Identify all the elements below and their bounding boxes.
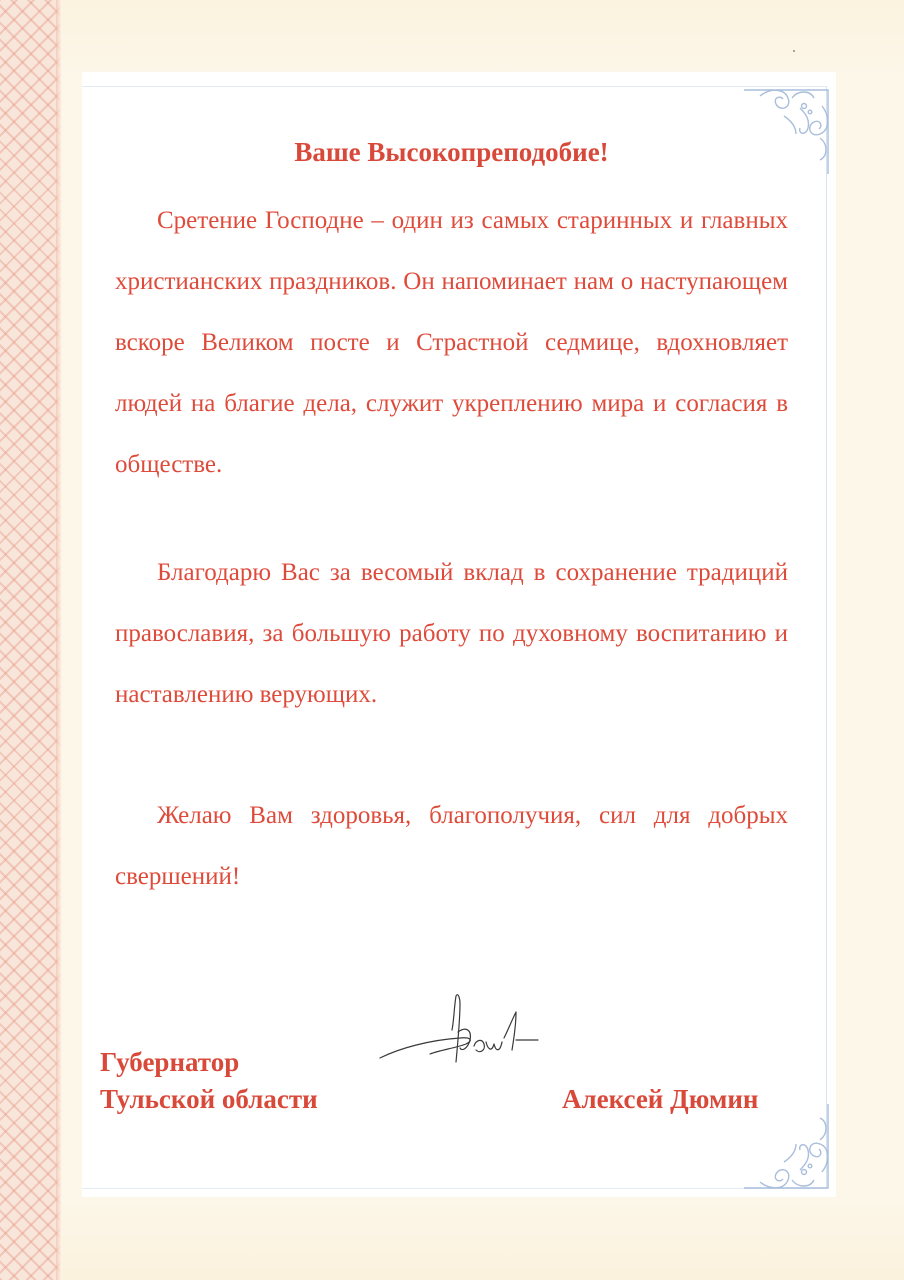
signer-position-line-1: Губернатор <box>100 1047 240 1077</box>
top-border-band <box>0 0 904 72</box>
paper-speck <box>793 50 795 52</box>
greeting-title: Ваше Высокопреподобие! <box>294 137 609 167</box>
signer-name: Алексей Дюмин <box>562 1084 759 1114</box>
left-ornamental-border <box>0 0 62 1280</box>
letter-paragraph-3: Желаю Вам здоровья, благополучия, сил для добрых свершений! <box>115 802 788 890</box>
bottom-border-band <box>0 1205 904 1280</box>
handwritten-signature <box>370 990 550 1075</box>
letter-paragraph-1: Сретение Господне – один из самых старинных и главных христианских праздников. Он напоминает нам о наступающем вскоре Великом посте и Страстной седмице, вдохновляет людей на благие дела, служит укреплению мира и согласия в обществе. <box>115 207 788 478</box>
letter-paragraph-2: Благодарю Вас за весомый вклад в сохранение традиций православия, за большую работу по духовному воспитанию и наставлению верующих. <box>115 559 788 708</box>
signer-position-line-2: Тульской области <box>100 1084 318 1114</box>
